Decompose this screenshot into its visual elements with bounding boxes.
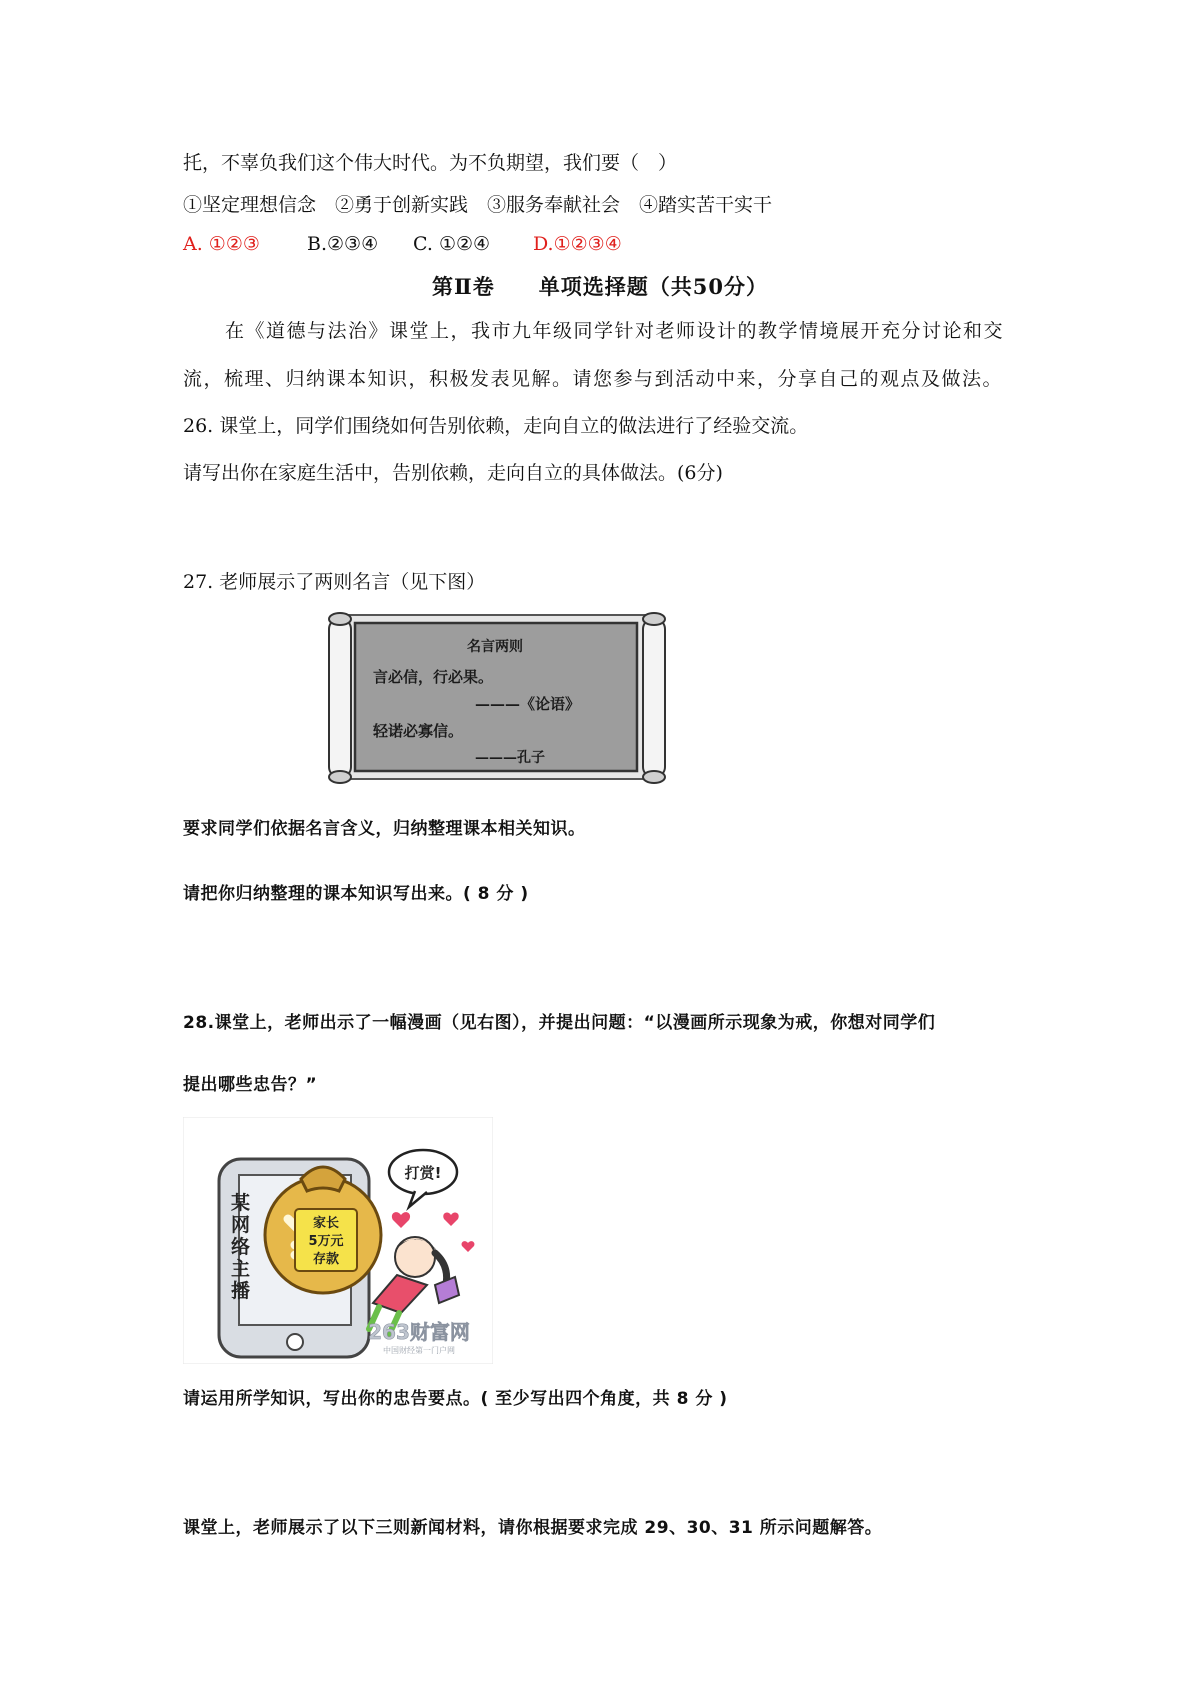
cartoon-image [183, 1117, 493, 1364]
q26-task: 请写出你在家庭生活中，告别依赖，走向自立的具体做法。(6分) [183, 462, 723, 484]
q25-stem-tail: 托，不辜负我们这个伟大时代。为不负期望，我们要（ ） [183, 152, 678, 174]
q26-prompt: 26. 课堂上，同学们围绕如何告别依赖，走向自立的做法进行了经验交流。 [183, 415, 809, 437]
scroll-illustration [325, 607, 671, 787]
q28-task: 请运用所学知识，写出你的忠告要点。( 至少写出四个角度，共 8 分 ) [183, 1389, 728, 1409]
scroll-title: 名言两则 [467, 639, 523, 655]
q27-task: 请把你归纳整理的课本知识写出来。( 8 分 ) [183, 884, 529, 904]
q27-prompt: 27. 老师展示了两则名言（见下图） [183, 571, 486, 593]
q25-statements: ①坚定理想信念 ②勇于创新实践 ③服务奉献社会 ④踏实苦干实干 [183, 194, 773, 216]
watermark-subtitle: 中国财经第一门户网 [383, 1346, 455, 1355]
phone-home-button [287, 1334, 303, 1350]
girl-head [395, 1237, 435, 1277]
bag-line-2: 5万元 [308, 1234, 344, 1249]
option-d: D.①②③④ [533, 233, 622, 255]
q28-prompt-end: 提出哪些忠告？” [183, 1075, 318, 1095]
scroll-source-2: ———孔子 [475, 750, 545, 766]
scroll-quote-2: 轻诺必寡信。 [373, 722, 464, 740]
q28-prompt: 28.课堂上，老师出示了一幅漫画（见右图），并提出问题：“以漫画所示现象为戒，你想对同学们 [183, 1013, 936, 1033]
option-a: A. ①②③ [183, 233, 260, 255]
left-roller [329, 619, 351, 777]
intro-line-1: 在《道德与法治》课堂上，我市九年级同学针对老师设计的教学情境展开充分讨论和交 [225, 320, 1005, 342]
quotes-scroll-image [325, 607, 671, 787]
option-b: B.②③④ [307, 233, 379, 255]
right-roller [643, 619, 665, 777]
bag-line-1: 家长 [312, 1216, 340, 1231]
scroll-source-1: ———《论语》 [475, 695, 581, 713]
section-heading: 第Ⅱ卷 单项选择题（共50分） [432, 274, 768, 299]
intro-line-2: 流，梳理、归纳课本知识，积极发表见解。请您参与到活动中来，分享自己的观点及做法。 [183, 368, 1004, 390]
bag-line-3: 存款 [312, 1252, 340, 1267]
bubble-text: 打赏! [404, 1164, 442, 1182]
q27-requirement: 要求同学们依据名言含义，归纳整理课本相关知识。 [183, 819, 586, 839]
q25-options [183, 233, 622, 255]
news-materials-instruction: 课堂上，老师展示了以下三则新闻材料，请你根据要求完成 29、30、31 所示问题解答。 [183, 1518, 883, 1538]
watermark-text: 263财富网 [368, 1320, 470, 1344]
phone-vertical-text: 某网络主播 [231, 1192, 251, 1302]
cartoon-illustration [183, 1117, 493, 1364]
option-c: C. ①②④ [413, 233, 491, 255]
scroll-quote-1: 言必信，行必果。 [373, 668, 494, 686]
